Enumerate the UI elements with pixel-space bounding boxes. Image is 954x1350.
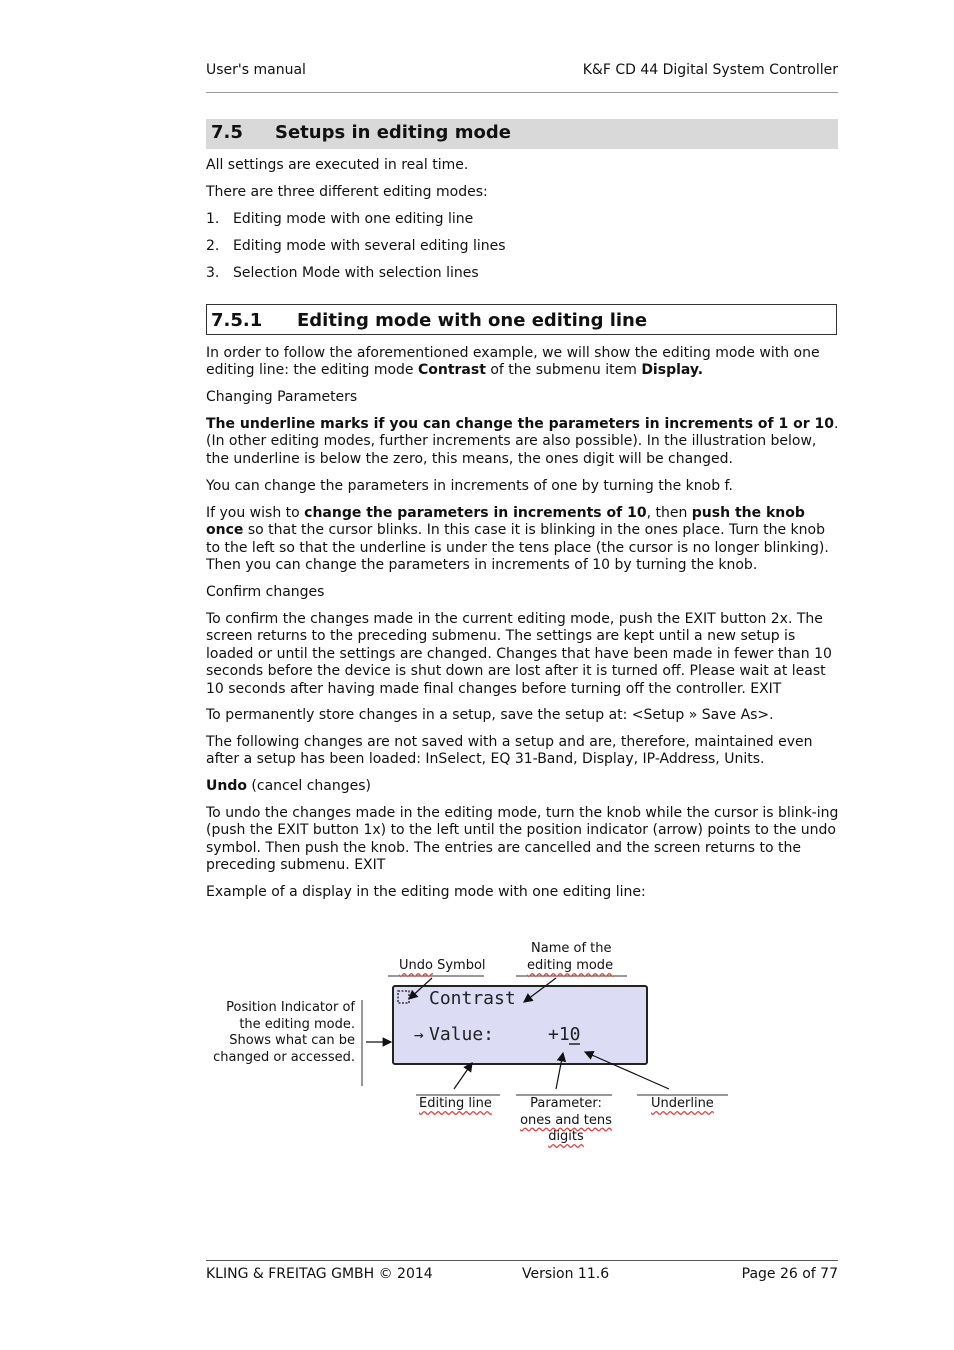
position-arrow-icon: → — [414, 1025, 424, 1044]
subsection-number: 7.5.1 — [211, 310, 263, 331]
lcd-line-1: Contrast — [429, 988, 516, 1009]
body-paragraph-7: The following changes are not saved with a setup and are, therefore, maintained even after a setup has been loaded: InSelect, EQ 31-Band, Display, IP-Address, Units. — [206, 734, 813, 768]
subsection-title: Editing mode with one editing line — [297, 310, 648, 331]
parameter-label: Parameter: ones and tens digits — [520, 1096, 612, 1144]
body-paragraph-8: To undo the changes made in the editing mode, turn the knob while the cursor is blink-ing (push the EXIT button 1x) to the left until the position indicator (arrow) points to the undo symbol. Then push the knob. The entries are cancelled and the screen returns to the preceding submenu. EXIT — [206, 805, 839, 874]
body-paragraph-4: If you wish to change the parameters in increments of 10, then push the knob once so that the cursor blinks. In this case it is blinking in the ones place. Turn the knob to the left so that the underline is under the tens place (the cursor is no longer blinking). Then you can change the parameters in increments of 10 by turning the knob. — [206, 505, 829, 574]
body-paragraph-2: The underline marks if you can change the parameters in increments of 1 or 10. (In other editing modes, further increments are also possible). In the illustration below, the underline is below the zero, this means, the ones digit will be changed. — [206, 416, 839, 467]
footer-right: Page 26 of 77 — [741, 1266, 838, 1282]
confirm-changes-heading: Confirm changes — [206, 584, 325, 600]
undo-symbol-label: Undo Symbol — [399, 958, 486, 973]
section-number: 7.5 — [211, 122, 243, 143]
body-paragraph-5: To confirm the changes made in the current editing mode, push the EXIT button 2x. The screen returns to the preceding submenu. The settings are kept until a new setup is loaded or until the settings are changed. Changes that have been made in fewer than 10 seconds before the device is shut down are lost after it is turned off. Please wait at least 10 seconds after having made final changes before turning off the controller. EXIT — [206, 611, 832, 697]
position-indicator-label: Position Indicator of the editing mode. Shows what can be changed or accessed. — [213, 1000, 355, 1065]
underline-label: Underline — [651, 1096, 714, 1111]
body-paragraph-6: To permanently store changes in a setup, save the setup at: <Setup » Save As>. — [206, 707, 774, 723]
intro-paragraph-2: There are three different editing modes: — [206, 184, 488, 200]
header-right: K&F CD 44 Digital System Controller — [582, 62, 838, 78]
page-footer — [206, 1260, 838, 1291]
intro-paragraph-1: All settings are executed in real time. — [206, 157, 469, 173]
footer-left: KLING & FREITAG GMBH © 2014 — [206, 1266, 433, 1282]
body-paragraph-1: In order to follow the aforementioned example, we will show the editing mode with one editing line: the editing mode Contrast of the submenu item Display. — [206, 345, 820, 379]
section-title: Setups in editing mode — [275, 122, 511, 143]
undo-heading: Undo (cancel changes) — [206, 778, 371, 794]
lcd-value: +10 — [548, 1024, 581, 1045]
body-paragraph-9: Example of a display in the editing mode with one editing line: — [206, 884, 646, 900]
body-paragraph-3: You can change the parameters in increments of one by turning the knob f. — [206, 478, 733, 494]
changing-parameters-heading: Changing Parameters — [206, 389, 358, 405]
editing-line-label: Editing line — [419, 1096, 492, 1111]
mode-name-label-1: Name of the — [531, 941, 612, 956]
list-item-number: 2. — [206, 238, 220, 254]
mode-name-label-2: editing mode — [527, 958, 614, 973]
list-item-number: 3. — [206, 265, 220, 281]
lcd-line-2-label: Value: — [429, 1024, 495, 1045]
list-item: Editing mode with one editing line — [233, 211, 474, 227]
list-item: Editing mode with several editing lines — [233, 238, 506, 254]
header-left: User's manual — [206, 62, 306, 78]
list-item: Selection Mode with selection lines — [233, 265, 479, 281]
footer-center: Version 11.6 — [522, 1266, 610, 1282]
list-item-number: 1. — [206, 211, 220, 227]
